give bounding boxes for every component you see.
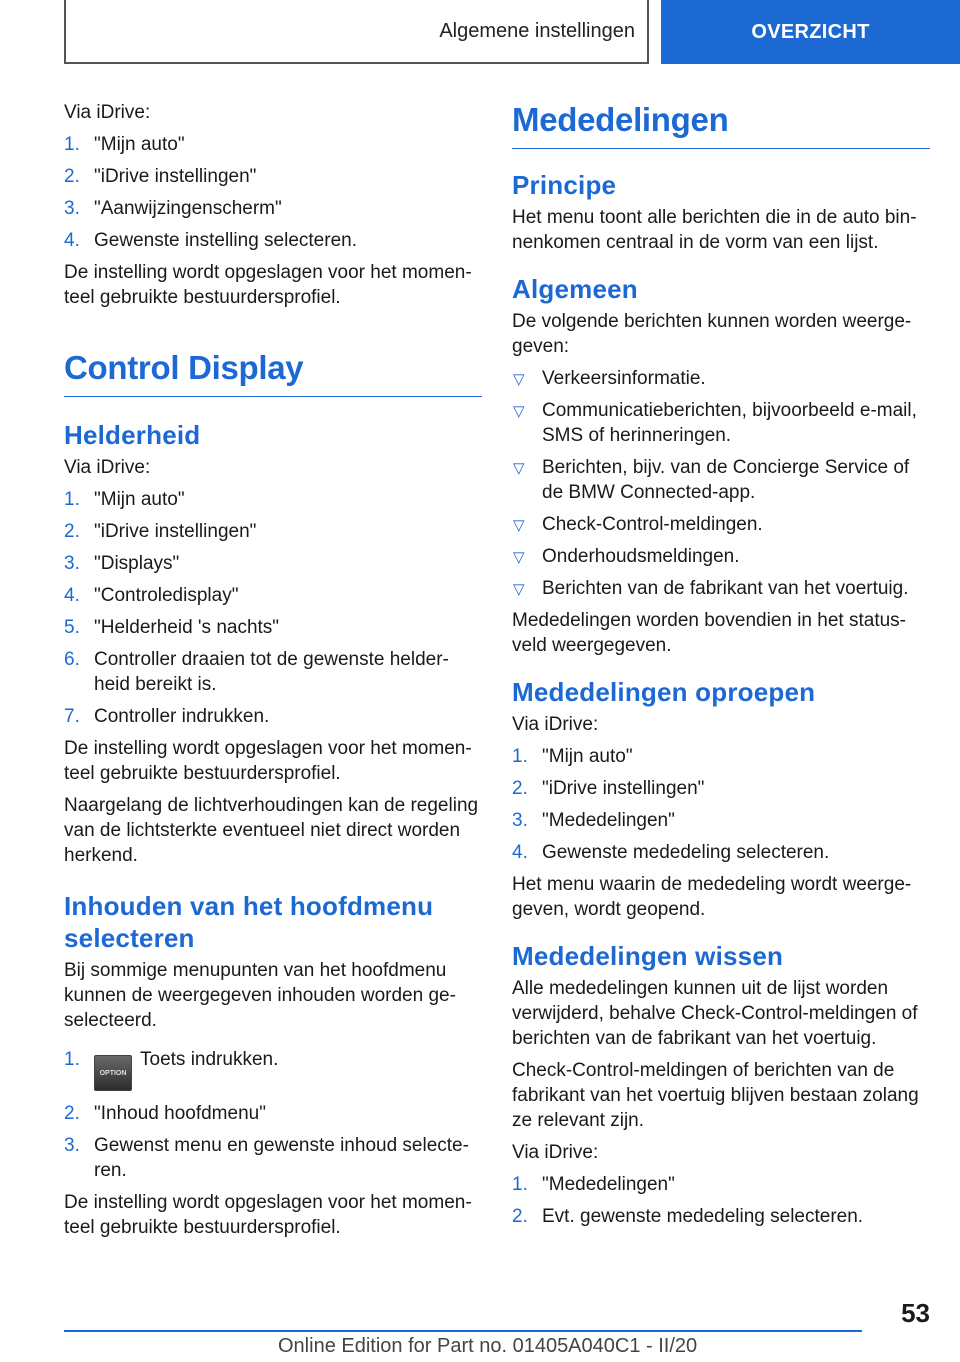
list-item: 1. "Mijn auto" <box>64 134 185 155</box>
list-item: ▽ Verkeersinformatie. <box>512 366 930 391</box>
list-item: ▽ Onderhoudsmeldingen. <box>512 544 930 569</box>
menu-opened-note: Het menu waarin de mededeling wordt weerge-geven, wordt geopend. <box>512 874 912 920</box>
header-section-label <box>64 0 649 64</box>
list-item: 1. "Mededelingen" <box>512 1174 675 1195</box>
list-item: 5. "Helderheid 's nachts" <box>64 617 280 638</box>
list-item: 4. Gewenste mededeling selecteren. <box>512 842 830 863</box>
via-idrive-label: Via iDrive: <box>512 714 599 735</box>
via-idrive-label: Via iDrive: <box>64 102 151 123</box>
wissen-text-2: Check-Control-meldingen of berichten van de fabrikant van het voertuig blijven bestaan zolang ze relevant zijn. <box>512 1060 919 1131</box>
message-types-list <box>512 366 930 601</box>
left-column <box>64 100 482 1247</box>
list-item: 3. "Aanwijzingenscherm" <box>64 198 282 219</box>
wissen-heading: Mededelingen wissen <box>512 941 784 971</box>
list-item: ▽ Berichten, bijv. van de Concierge Service of de BMW Connected-app. <box>513 457 910 503</box>
via-idrive-label: Via iDrive: <box>512 1142 599 1163</box>
statusbar-note: Mededelingen worden bovendien in het status-veld weergegeven. <box>512 610 906 656</box>
triangle-bullet-icon: ▽ <box>513 460 525 477</box>
mededelingen-heading: Mededelingen <box>512 100 930 149</box>
algemeen-text: De volgende berichten kunnen worden weerge-geven: <box>512 311 912 357</box>
right-column <box>512 100 930 1236</box>
list-item: 4. "Controledisplay" <box>64 585 239 606</box>
triangle-bullet-icon: ▽ <box>513 517 525 534</box>
list-item: 3. "Mededelingen" <box>512 810 675 831</box>
hoofdmenu-heading: Inhouden van het hoofdmenu selecteren <box>64 891 434 953</box>
triangle-bullet-icon: ▽ <box>513 403 525 420</box>
principe-heading: Principe <box>512 170 617 200</box>
helderheid-steps <box>64 487 482 729</box>
list-item: 1. "Mijn auto" <box>512 746 633 767</box>
list-item: 6. Controller draaien tot de gewenste helder-heid bereikt is. <box>64 649 449 695</box>
principe-text: Het menu toont alle berichten die in de auto bin-nenkomen centraal in de vorm van een lijst. <box>512 207 917 253</box>
list-item: 3. Gewenst menu en gewenste inhoud selecte-ren. <box>64 1135 469 1181</box>
via-idrive-label: Via iDrive: <box>64 457 151 478</box>
oproepen-heading: Mededelingen oproepen <box>512 677 816 707</box>
hoofdmenu-description: Bij sommige menupunten van het hoofdmenu kunnen de weergegeven inhouden worden ge-selecteerd. <box>64 960 456 1031</box>
list-item: 1. "Mijn auto" <box>64 489 185 510</box>
list-item: 4. Gewenste instelling selecteren. <box>64 230 357 251</box>
triangle-bullet-icon: ▽ <box>513 371 525 388</box>
list-item: ▽ Communicatieberichten, bijvoorbeeld e-mail, SMS of herinneringen. <box>513 400 917 446</box>
list-item: 1. OPTIONToets indrukken. <box>64 1047 482 1091</box>
section-title: Algemene instellingen <box>439 19 635 42</box>
triangle-bullet-icon: ▽ <box>513 581 525 598</box>
list-item: ▽ Berichten van de fabrikant van het voertuig. <box>512 576 930 601</box>
profile-note: De instelling wordt opgeslagen voor het momen-teel gebruikte bestuurdersprofiel. <box>64 262 472 308</box>
helderheid-heading: Helderheid <box>64 420 201 450</box>
profile-note: De instelling wordt opgeslagen voor het momen-teel gebruikte bestuurdersprofiel. <box>64 738 472 784</box>
list-item: 2. "iDrive instellingen" <box>512 778 705 799</box>
overview-tab[interactable] <box>661 0 960 64</box>
oproepen-steps <box>512 744 930 865</box>
list-item: 7. Controller indrukken. <box>64 706 270 727</box>
wissen-steps <box>512 1172 930 1229</box>
list-item: 2. Evt. gewenste mededeling selecteren. <box>512 1206 864 1227</box>
edition-footer: Online Edition for Part no. 01405A040C1 - II/20 <box>278 1335 698 1357</box>
hoofdmenu-steps <box>64 1047 482 1183</box>
control-display-heading: Control Display <box>64 348 482 397</box>
footer-divider <box>64 1330 862 1332</box>
profile-note: De instelling wordt opgeslagen voor het momen-teel gebruikte bestuurdersprofiel. <box>64 1192 472 1238</box>
list-item: 3. "Displays" <box>64 553 180 574</box>
light-conditions-note: Naargelang de lichtverhoudingen kan de regeling van de lichtsterkte eventueel niet direct worden herkend. <box>64 795 479 866</box>
wissen-text: Alle mededelingen kunnen uit de lijst worden verwijderd, behalve Check-Control-meldingen of berichten van de fabrikant van het voertuig. <box>512 978 918 1049</box>
list-item: 2. "iDrive instellingen" <box>64 521 257 542</box>
option-button-icon: OPTION <box>94 1055 132 1091</box>
list-item: 2. "iDrive instellingen" <box>64 166 257 187</box>
list-item: ▽ Check-Control-meldingen. <box>512 512 930 537</box>
triangle-bullet-icon: ▽ <box>513 549 525 566</box>
list-item: 2. "Inhoud hoofdmenu" <box>64 1103 266 1124</box>
page-number: 53 <box>901 1298 930 1328</box>
overview-tab-label: OVERZICHT <box>751 20 870 43</box>
algemeen-heading: Algemeen <box>512 274 638 304</box>
intro-steps <box>64 132 482 253</box>
